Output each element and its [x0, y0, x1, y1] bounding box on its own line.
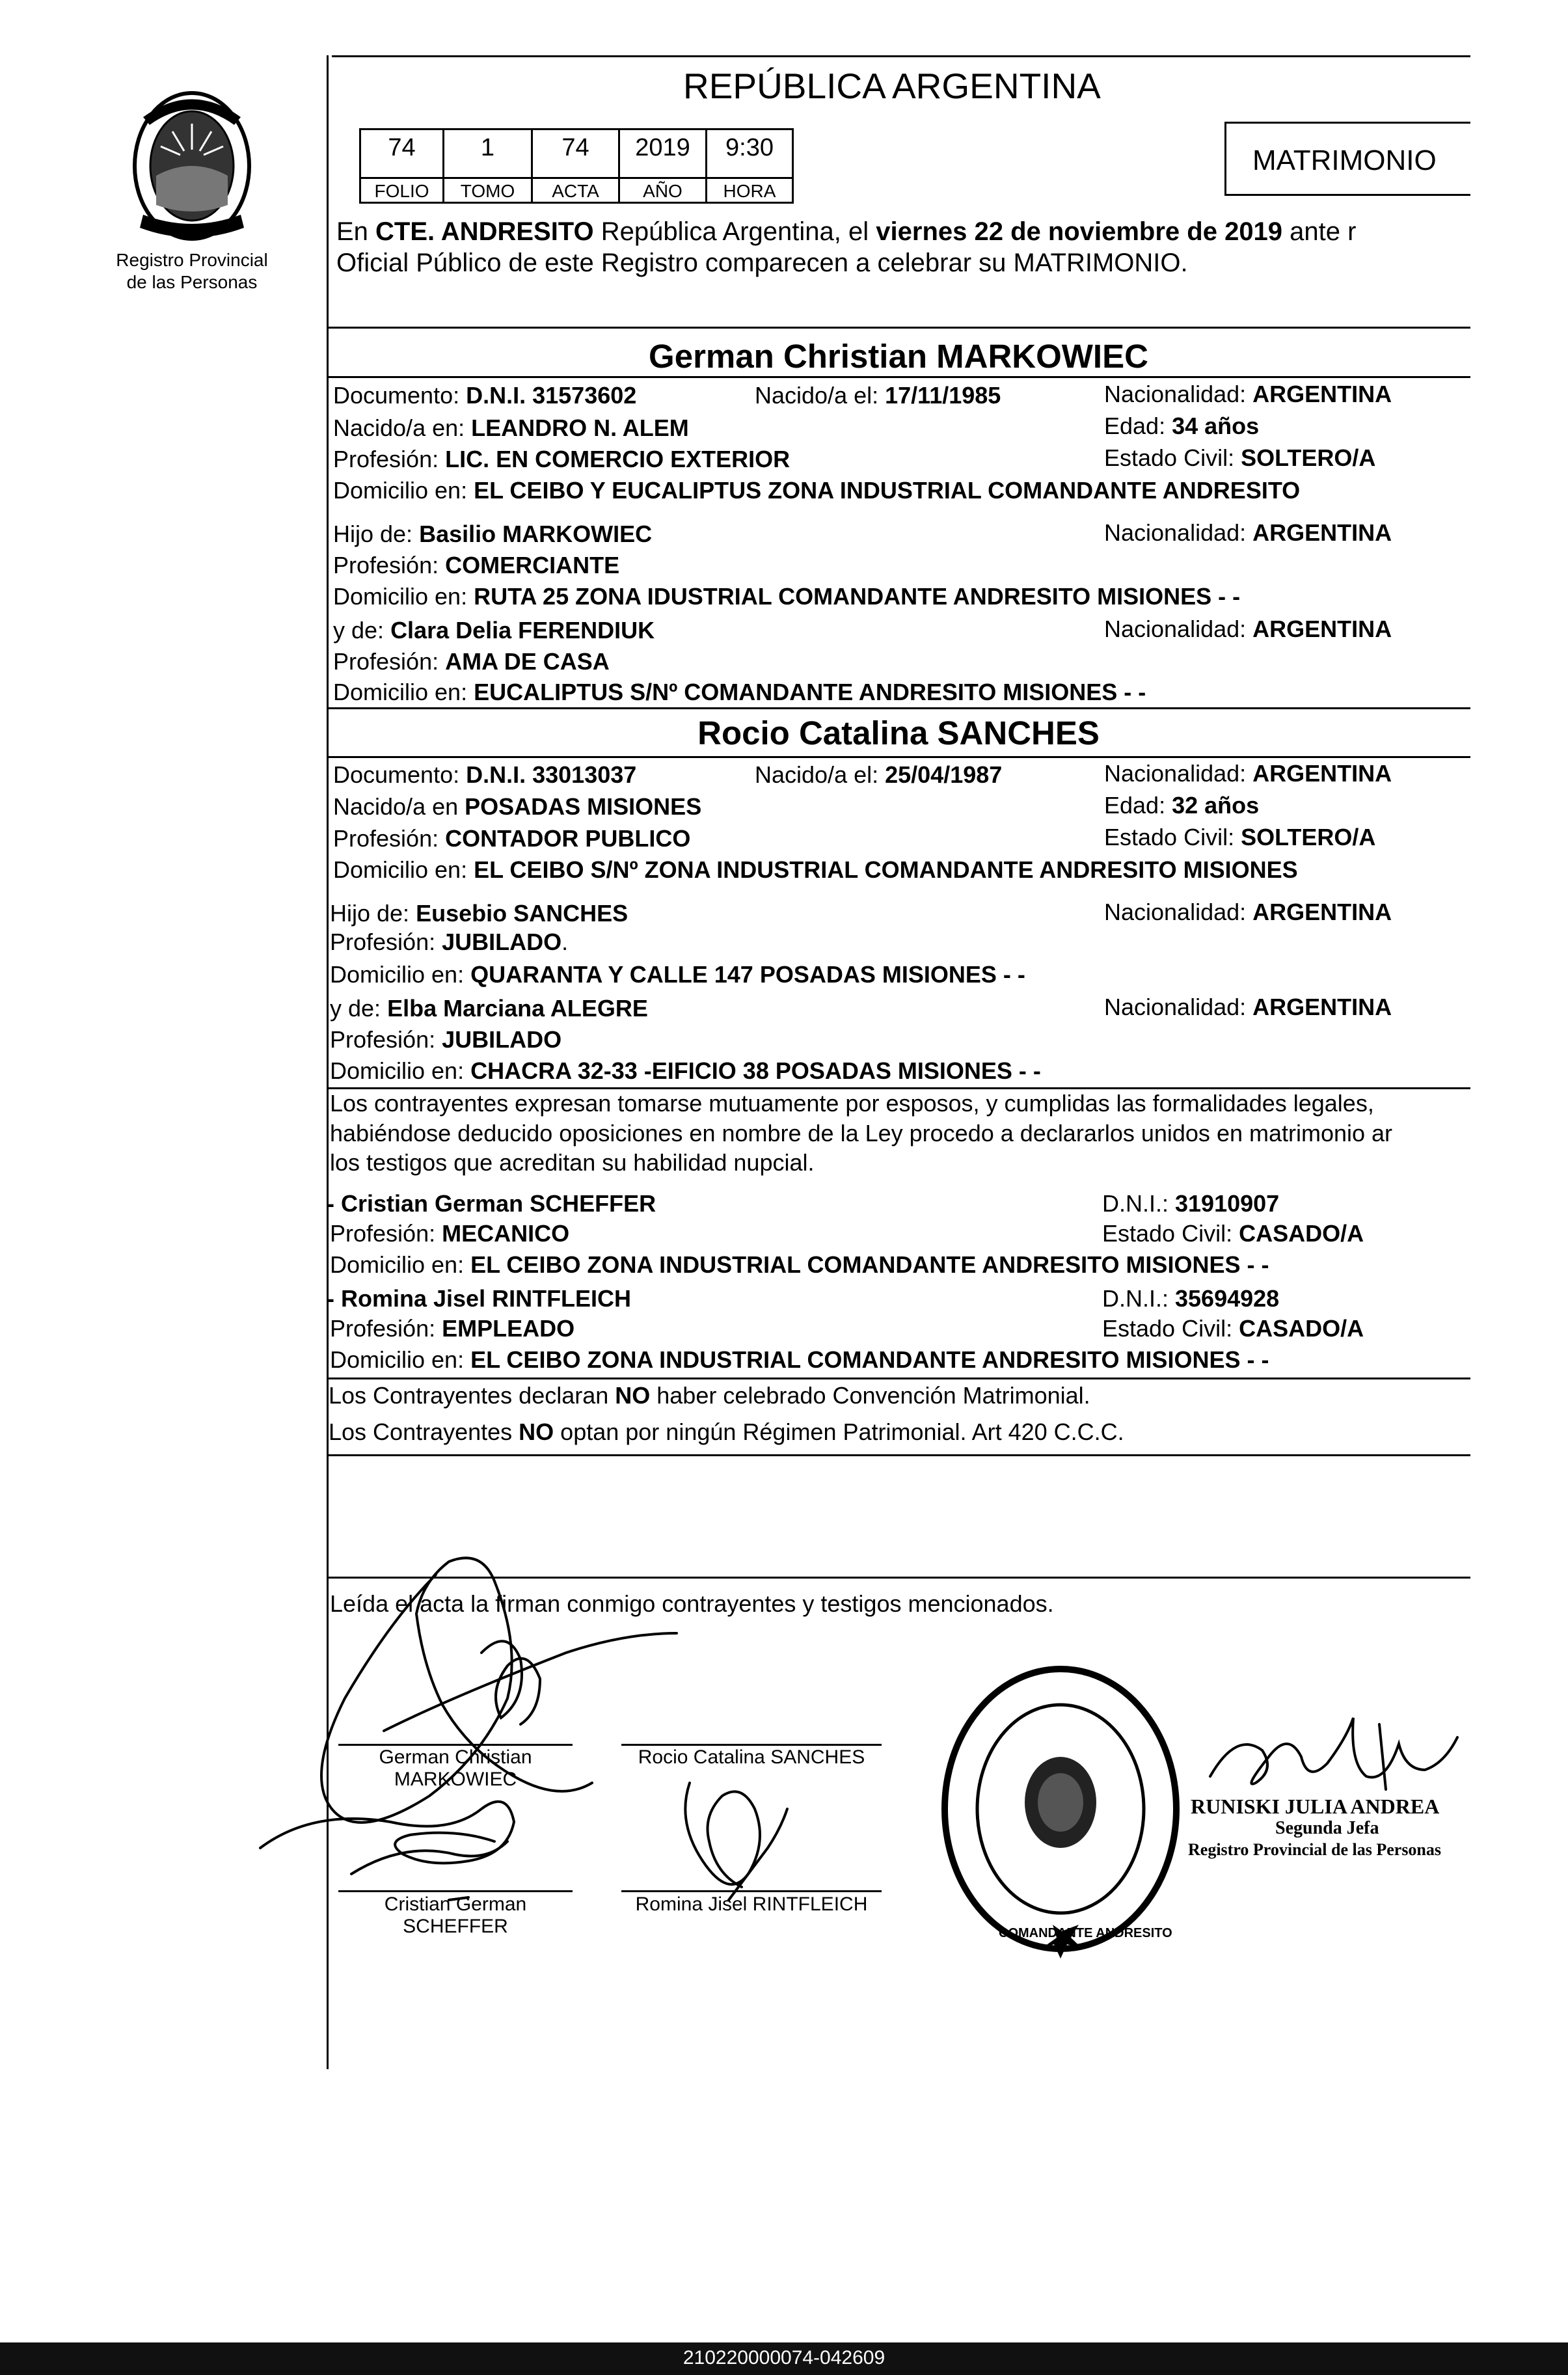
- official-title: Segunda Jefa: [1275, 1818, 1379, 1838]
- seal-inner-text: COMANDANTE ANDRESITO: [999, 1926, 1172, 1940]
- witness2-signature-label: Romina Jisel RINTFLEICH: [635, 1893, 868, 1915]
- hora-cell: 9:30 HORA: [707, 130, 792, 202]
- intro-line-2: Oficial Público de este Registro comparecen a celebrar su MATRIMONIO.: [336, 249, 1188, 277]
- witness2-civil-status: Estado Civil: CASADO/A: [1102, 1315, 1364, 1342]
- groom-profession: Profesión: LIC. EN COMERCIO EXTERIOR: [333, 446, 791, 472]
- witness1-signature-label-1: Cristian German: [384, 1893, 527, 1915]
- declaration-line-2: habiéndose deducido oposiciones en nombre de la Ley procedo a declararlos unidos en matrimonio ar: [330, 1120, 1393, 1147]
- official-office: Registro Provincial de las Personas: [1188, 1840, 1442, 1859]
- bride-profession: Profesión: CONTADOR PUBLICO: [333, 825, 691, 852]
- record-table: [359, 128, 794, 204]
- groom-signature-label-1: German Christian: [379, 1746, 532, 1768]
- folio-cell: 74 FOLIO: [361, 130, 444, 202]
- divider: [327, 707, 1470, 709]
- declaration-line-1: Los contrayentes expresan tomarse mutuamente por esposos, y cumplidas las formalidades legales,: [330, 1090, 1374, 1117]
- groom-father: Hijo de: Basilio MARKOWIEC: [333, 521, 653, 547]
- divider: [327, 376, 1470, 378]
- bride-name: Rocio Catalina SANCHES: [697, 714, 1100, 752]
- bride-born-on: Nacido/a el: 25/04/1987: [755, 761, 1003, 788]
- regime-line-2: Los Contrayentes NO optan por ningún Régimen Patrimonial. Art 420 C.C.C.: [329, 1418, 1124, 1445]
- tomo-cell: 1 TOMO: [444, 130, 533, 202]
- witness1-signature-label-2: SCHEFFER: [403, 1916, 508, 1937]
- acta-cell: 74 ACTA: [533, 130, 620, 202]
- bride-mother-nationality: Nacionalidad: ARGENTINA: [1104, 994, 1392, 1020]
- groom-father-address: Domicilio en: RUTA 25 ZONA IDUSTRIAL COMANDANTE ANDRESITO MISIONES - -: [333, 583, 1241, 610]
- witness2-address: Domicilio en: EL CEIBO ZONA INDUSTRIAL COMANDANTE ANDRESITO MISIONES - -: [330, 1346, 1269, 1373]
- groom-mother-profession: Profesión: AMA DE CASA: [333, 648, 610, 675]
- bride-mother-address: Domicilio en: CHACRA 32-33 -EIFICIO 38 POSADAS MISIONES - -: [330, 1057, 1041, 1084]
- declaration-line-3: los testigos que acreditan su habilidad nupcial.: [330, 1149, 815, 1176]
- groom-father-nationality: Nacionalidad: ARGENTINA: [1104, 519, 1392, 546]
- bride-mother: y de: Elba Marciana ALEGRE: [330, 995, 648, 1022]
- groom-civil-status: Estado Civil: SOLTERO/A: [1104, 444, 1376, 471]
- witness1-civil-status: Estado Civil: CASADO/A: [1102, 1220, 1364, 1247]
- groom-born-on: Nacido/a el: 17/11/1985: [755, 382, 1001, 409]
- groom-nationality: Nacionalidad: ARGENTINA: [1104, 381, 1392, 407]
- intro-line-1: En CTE. ANDRESITO República Argentina, el viernes 22 de noviembre de 2019 ante r: [336, 217, 1357, 246]
- groom-signature-label-2: MARKOWIEC: [394, 1769, 517, 1790]
- witness2-dni: D.N.I.: 35694928: [1102, 1285, 1280, 1312]
- document-title: REPÚBLICA ARGENTINA: [683, 66, 1101, 106]
- witness2-name: - Romina Jisel RINTFLEICH: [327, 1285, 632, 1312]
- registry-name-line1: Registro Provincial: [116, 250, 268, 270]
- witness1-dni: D.N.I.: 31910907: [1102, 1190, 1280, 1217]
- registry-seal: [924, 1653, 1197, 1965]
- groom-age: Edad: 34 años: [1104, 413, 1260, 439]
- divider: [327, 756, 1470, 758]
- groom-born-in: Nacido/a en: LEANDRO N. ALEM: [333, 414, 689, 441]
- groom-name: German Christian MARKOWIEC: [649, 338, 1148, 375]
- official-name: RUNISKI JULIA ANDREA: [1191, 1795, 1440, 1818]
- groom-document: Documento: D.N.I. 31573602: [333, 382, 637, 409]
- witness2-profession: Profesión: EMPLEADO: [330, 1315, 575, 1342]
- bride-nationality: Nacionalidad: ARGENTINA: [1104, 760, 1392, 787]
- bride-born-in: Nacido/a en POSADAS MISIONES: [333, 793, 702, 820]
- divider: [327, 1087, 1470, 1089]
- groom-mother: y de: Clara Delia FERENDIUK: [333, 617, 655, 644]
- top-border: [332, 55, 1470, 57]
- bride-document: Documento: D.N.I. 33013037: [333, 761, 637, 788]
- bride-signature-label: Rocio Catalina SANCHES: [638, 1746, 865, 1768]
- closing-statement: Leída el acta la firman conmigo contrayentes y testigos mencionados.: [330, 1590, 1054, 1617]
- divider: [327, 327, 1470, 329]
- bride-civil-status: Estado Civil: SOLTERO/A: [1104, 824, 1376, 850]
- divider: [327, 1454, 1470, 1456]
- regime-line-1: Los Contrayentes declaran NO haber celebrado Convención Matrimonial.: [329, 1382, 1090, 1409]
- misiones-coat-of-arms: [127, 85, 257, 247]
- bride-address: Domicilio en: EL CEIBO S/Nº ZONA INDUSTRIAL COMANDANTE ANDRESITO MISIONES: [333, 856, 1298, 883]
- bride-father-address: Domicilio en: QUARANTA Y CALLE 147 POSADAS MISIONES - -: [330, 961, 1025, 988]
- witness1-name: - Cristian German SCHEFFER: [327, 1190, 656, 1217]
- official-signature: [1197, 1705, 1470, 1809]
- ano-cell: 2019 AÑO: [620, 130, 707, 202]
- bride-father: Hijo de: Eusebio SANCHES: [330, 900, 629, 927]
- bride-father-nationality: Nacionalidad: ARGENTINA: [1104, 899, 1392, 925]
- divider: [327, 1378, 1470, 1379]
- document-type: MATRIMONIO: [1252, 144, 1437, 176]
- bride-father-profession: Profesión: JUBILADO.: [330, 929, 569, 955]
- witness1-profession: Profesión: MECANICO: [330, 1220, 570, 1247]
- groom-mother-nationality: Nacionalidad: ARGENTINA: [1104, 616, 1392, 642]
- witness1-address: Domicilio en: EL CEIBO ZONA INDUSTRIAL COMANDANTE ANDRESITO MISIONES - -: [330, 1251, 1269, 1278]
- bride-mother-profession: Profesión: JUBILADO: [330, 1026, 562, 1053]
- groom-mother-address: Domicilio en: EUCALIPTUS S/Nº COMANDANTE ANDRESITO MISIONES - -: [333, 679, 1146, 705]
- handwritten-signatures: [234, 1536, 937, 1952]
- groom-address: Domicilio en: EL CEIBO Y EUCALIPTUS ZONA INDUSTRIAL COMANDANTE ANDRESITO: [333, 477, 1301, 504]
- footer-code: 210220000074-042609: [683, 2347, 885, 2368]
- groom-father-profession: Profesión: COMERCIANTE: [333, 552, 620, 578]
- registry-name-line2: de las Personas: [126, 272, 258, 292]
- bride-age: Edad: 32 años: [1104, 792, 1260, 819]
